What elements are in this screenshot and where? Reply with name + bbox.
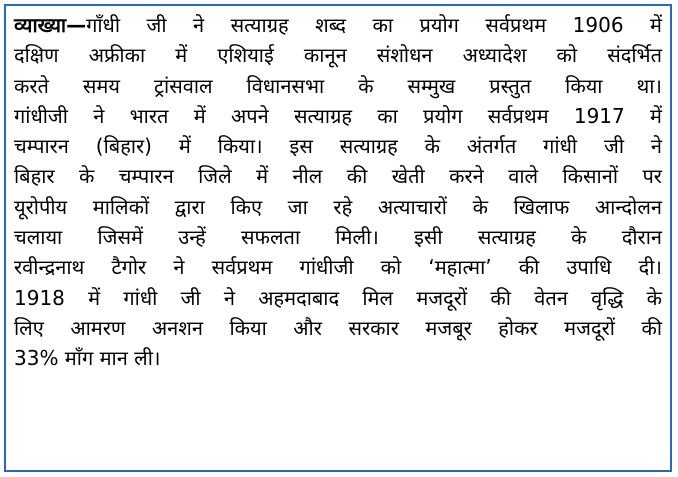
paragraph-line-11: लिए आमरण अनशन किया और सरकार मजबूर होकर मजदूरों की [14,315,662,340]
line-1-text: गाँधी जी ने सत्याग्रह शब्द का प्रयोग सर्वप्रथम 1906 में [86,13,662,37]
paragraph-line-8: चलाया जिसमें उन्हें सफलता मिली। इसी सत्याग्रह के दौरान [14,225,662,250]
paragraph-line-5: चम्पारन (बिहार) में किया। इस सत्याग्रह के अंतर्गत गांधी जी ने [14,134,662,159]
paragraph-line-7: यूरोपीय मालिकों द्वारा किए जा रहे अत्याचारों के खिलाफ आन्दोलन [14,194,662,219]
paragraph-line-1 [14,10,662,40]
paragraph-line-4: गांधीजी ने भारत में अपने सत्याग्रह का प्रयोग सर्वप्रथम 1917 में [14,103,662,128]
explanation-paragraph [14,10,662,374]
paragraph-line-6: बिहार के चम्पारन जिले में नील की खेती करने वाले किसानों पर [14,164,662,189]
explanation-heading: व्याख्या— [14,13,87,37]
paragraph-line-2: दक्षिण अफ्रीका में एशियाई कानून संशोधन अध्यादेश को संदर्भित [14,43,662,68]
paragraph-line-9: रवीन्द्रनाथ टैगोर ने सर्वप्रथम गांधीजी को ‘महात्मा’ की उपाधि दी। [14,255,662,280]
paragraph-line-10: 1918 में गांधी जी ने अहमदाबाद मिल मजदूरों की वेतन वृद्धि के [14,285,662,310]
paragraph-line-12: 33% माँग मान ली। [14,346,161,371]
paragraph-line-3: करते समय ट्रांसवाल विधानसभा के सम्मुख प्रस्तुत किया था। [14,73,662,98]
